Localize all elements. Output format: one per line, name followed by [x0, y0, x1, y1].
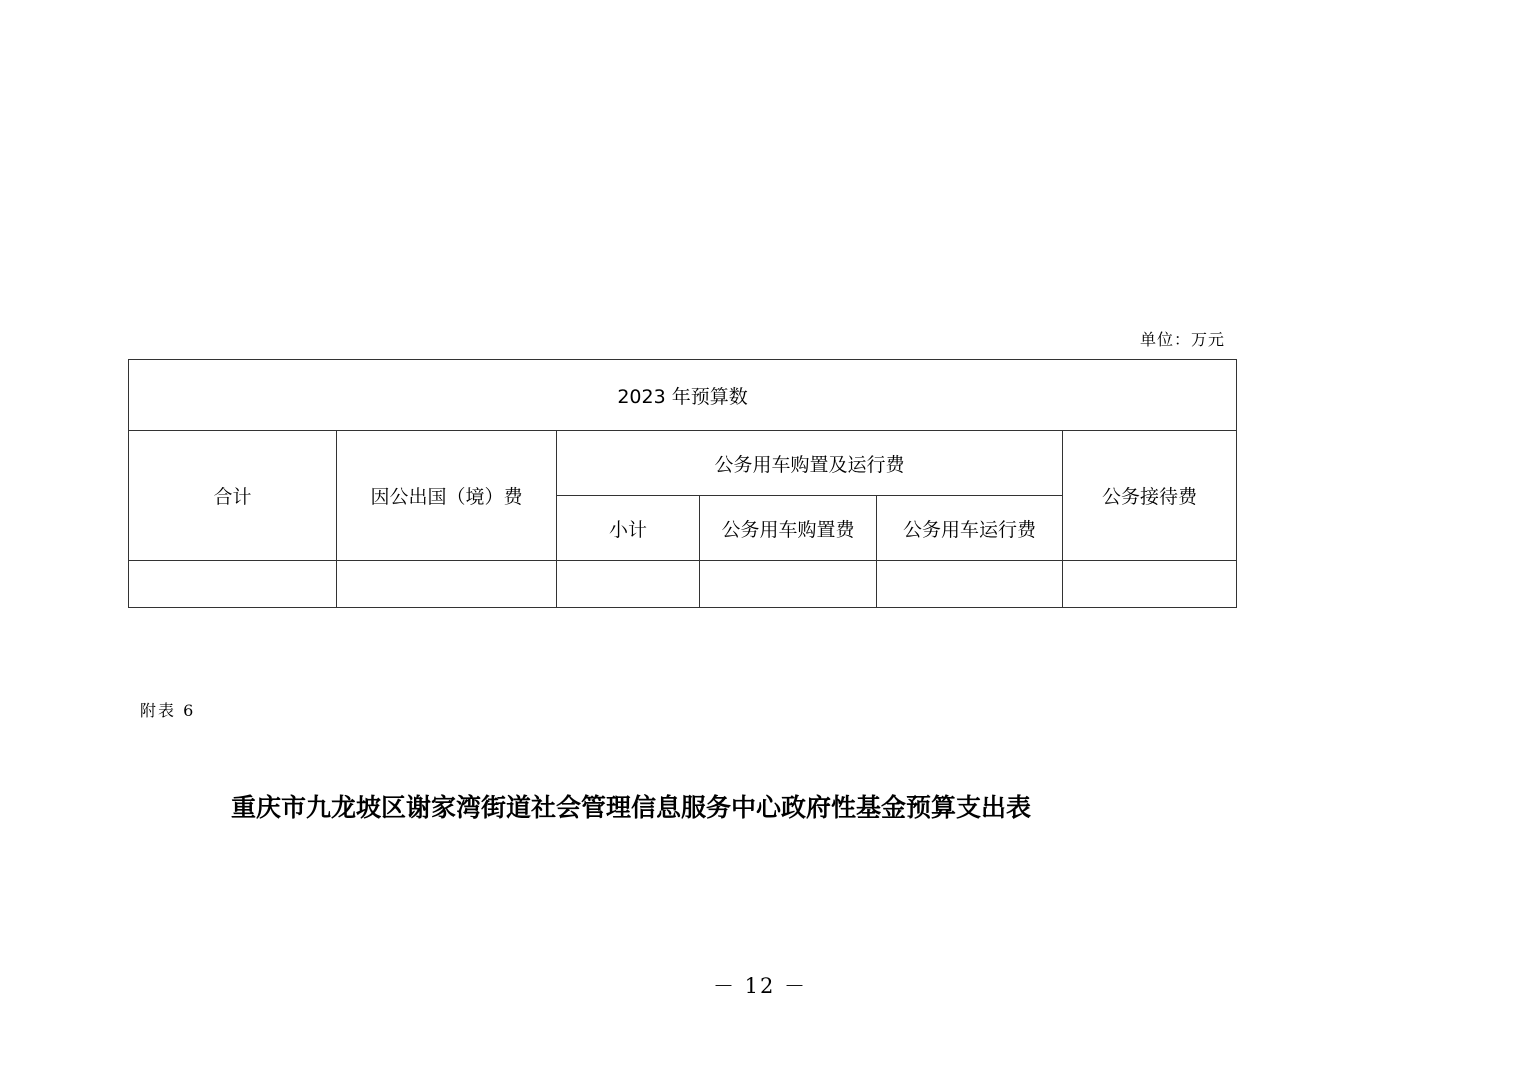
- header-subtotal: 小计: [557, 496, 700, 561]
- budget-table: [128, 359, 1237, 608]
- cell-reception: [1063, 561, 1237, 608]
- cell-overseas: [337, 561, 557, 608]
- appendix-label: 附表 6: [140, 701, 196, 720]
- header-vehicle-operation: 公务用车运行费: [877, 496, 1063, 561]
- cell-vehicle-operation: [877, 561, 1063, 608]
- page-number: － 12 －: [712, 974, 808, 998]
- document-title: 重庆市九龙坡区谢家湾街道社会管理信息服务中心政府性基金预算支出表: [231, 793, 1032, 822]
- table-row: [129, 561, 1237, 608]
- header-vehicle-group: 公务用车购置及运行费: [557, 431, 1063, 496]
- header-overseas: 因公出国（境）费: [337, 431, 557, 561]
- header-reception: 公务接待费: [1063, 431, 1237, 561]
- cell-vehicle-purchase: [700, 561, 877, 608]
- header-total: 合计: [129, 431, 337, 561]
- unit-label: 单位：万元: [1139, 330, 1225, 349]
- cell-subtotal: [557, 561, 700, 608]
- cell-total: [129, 561, 337, 608]
- header-vehicle-purchase: 公务用车购置费: [700, 496, 877, 561]
- budget-year-header: 2023 年预算数: [129, 360, 1237, 431]
- table-title-row: [129, 360, 1237, 431]
- table-header-row: [129, 431, 1237, 496]
